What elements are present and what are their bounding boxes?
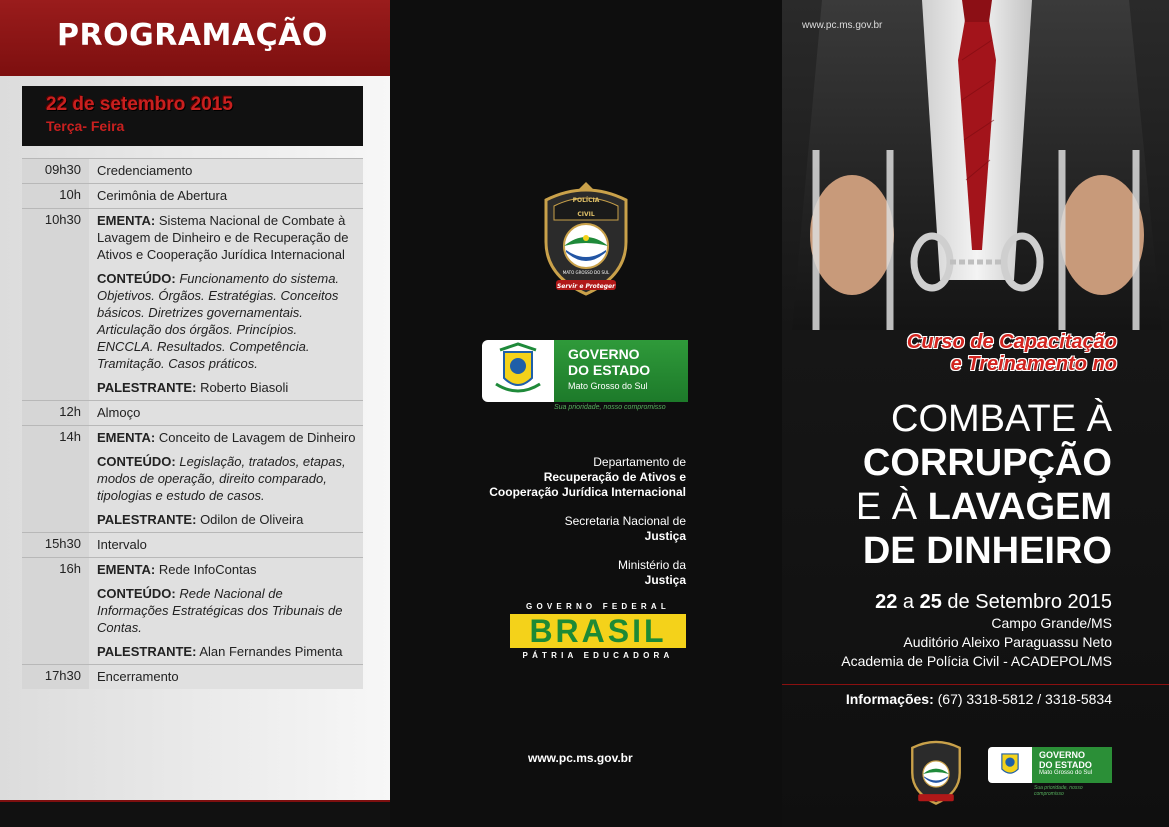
palestrante: PALESTRANTE: Roberto Biasoli [97, 380, 289, 395]
dept-ministerio: Ministério da Justiça [617, 558, 686, 587]
conteudo: CONTEÚDO: Legislação, tratados, etapas, modos de operação, direito comparado, tipologias e estudo de casos. [97, 454, 346, 503]
brasil-word: BRASIL [510, 614, 686, 648]
schedule-time: 10h30 [22, 209, 89, 400]
schedule-title: Intervalo [97, 537, 147, 552]
palestrante: PALESTRANTE: Alan Fernandes Pimenta [97, 644, 343, 659]
gov-small-line3: Mato Grosso do Sul [1039, 770, 1093, 776]
palestrante: PALESTRANTE: Odilon de Oliveira [97, 512, 304, 527]
governo-estado-logo [482, 340, 690, 414]
schedule-row [22, 532, 363, 557]
website-link[interactable]: www.pc.ms.gov.br [528, 751, 633, 765]
schedule-row [22, 158, 363, 183]
schedule-time: 09h30 [22, 159, 89, 183]
program-panel [0, 0, 390, 827]
ms-crest-icon [482, 340, 554, 402]
handcuffed-suit-image [782, 0, 1169, 330]
badge-state-text: MATO GROSSO DO SUL [562, 270, 610, 275]
ms-crest-small-icon [988, 747, 1032, 783]
event-date: 22 de setembro 2015 [46, 94, 233, 115]
schedule-title: Cerimônia de Abertura [97, 188, 228, 203]
badge-mid-text: CIVIL [577, 211, 595, 218]
schedule-table [22, 158, 363, 689]
venue: Auditório Aleixo Paraguassu Neto [903, 634, 1112, 650]
gov-line2: DO ESTADO [568, 362, 651, 378]
schedule-time: 16h [22, 558, 89, 664]
schedule-row [22, 208, 363, 400]
divider [782, 684, 1169, 685]
bottom-bar [0, 800, 390, 827]
date-box [22, 86, 363, 146]
schedule-time: 14h [22, 426, 89, 532]
event-dates: 22 a 25 de Setembro 2015 Campo Grande/MS Auditório Aleixo Paraguassu Neto Academia de Polícia Civil - ACADEPOL/MS [841, 591, 1112, 669]
gov-small-line2: DO ESTADO [1039, 760, 1092, 770]
policia-civil-badge-small-icon [908, 736, 964, 806]
schedule-title: Credenciamento [97, 163, 193, 178]
conteudo: CONTEÚDO: Rede Nacional de Informações Estratégicas dos Tribunais de Contas. [97, 586, 343, 635]
schedule-row [22, 400, 363, 425]
schedule-time: 17h30 [22, 665, 89, 689]
schedule-title: Almoço [97, 405, 141, 420]
schedule-time: 15h30 [22, 533, 89, 557]
event-weekday: Terça- Feira [46, 118, 125, 134]
program-title: PROGRAMAÇÃO [57, 18, 328, 53]
headline: COMBATE À CORRUPÇÃO E À LAVAGEM DE DINHEIRO [855, 398, 1112, 572]
gov-line3: Mato Grosso do Sul [568, 381, 648, 391]
academy: Academia de Polícia Civil - ACADEPOL/MS [841, 653, 1112, 669]
schedule-row [22, 425, 363, 532]
schedule-title: Encerramento [97, 669, 179, 684]
conteudo: CONTEÚDO: Funcionamento do sistema. Objetivos. Órgãos. Estratégias. Conceitos básicos. Diretrizes governamentais. Articulação dos órgãos. Princípios. ENCCLA. Resultados. Competência. Tramitação. Casos práticos. [97, 271, 340, 371]
governo-federal-logo [510, 602, 686, 658]
contact-info: Informações: (67) 3318-5812 / 3318-5834 [845, 691, 1112, 707]
course-title: Curso de Capacitação e Treinamento no [906, 331, 1117, 375]
schedule-row [22, 664, 363, 689]
badge-motto-text: Servir e Proteger [556, 283, 616, 290]
badge-top-text: POLÍCIA [572, 197, 600, 204]
dept-recuperacao: Departamento de Recuperação de Ativos e Cooperação Jurídica Internacional [489, 455, 686, 499]
cover-panel [782, 0, 1169, 827]
ementa: EMENTA: Rede InfoContas [97, 562, 257, 577]
schedule-row [22, 557, 363, 664]
city: Campo Grande/MS [991, 615, 1112, 631]
governo-estado-logo-small [988, 747, 1112, 797]
schedule-time: 10h [22, 184, 89, 208]
dept-secretaria: Secretaria Nacional de Justiça [564, 514, 686, 543]
gov-small-slogan: Sua prioridade, nosso compromisso [1034, 785, 1083, 797]
website-url: www.pc.ms.gov.br [802, 20, 883, 31]
brasil-top: GOVERNO FEDERAL [526, 602, 670, 611]
policia-civil-badge-icon [540, 180, 632, 298]
program-header [0, 0, 390, 76]
ementa: EMENTA: Sistema Nacional de Combate à Lavagem de Dinheiro e de Recuperação de Ativos e Cooperação Jurídica Internacional [97, 213, 349, 262]
schedule-time: 12h [22, 401, 89, 425]
schedule-row [22, 183, 363, 208]
gov-small-line1: GOVERNO [1039, 750, 1086, 760]
ementa: EMENTA: Conceito de Lavagem de Dinheiro [97, 430, 356, 445]
brasil-bottom: PÁTRIA EDUCADORA [522, 651, 674, 660]
gov-line1: GOVERNO [568, 346, 640, 362]
gov-slogan: Sua prioridade, nosso compromisso [554, 404, 666, 411]
institutions-panel [390, 0, 782, 827]
